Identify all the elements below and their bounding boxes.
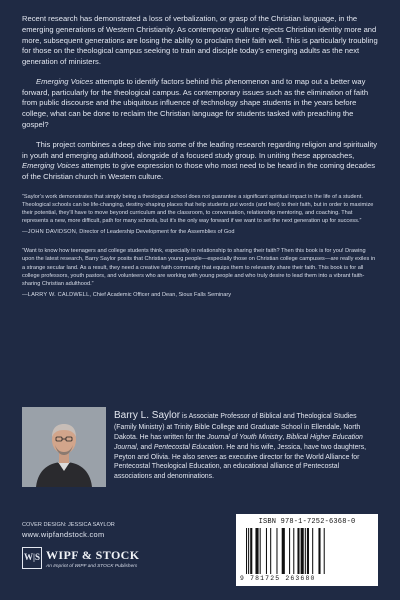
book-description [22,14,378,183]
author-photo [22,407,106,487]
book-title-italic: Emerging Voices [36,76,94,86]
publisher-name: WIPF & STOCK [46,548,140,562]
isbn-digits: 9 781725 263680 [240,575,316,582]
publisher-mark-icon: W|S [22,547,42,569]
isbn-barcode [236,514,378,586]
endorser-role: Chief Academic Officer and Dean, Sioux Falls Seminary [91,291,231,298]
publisher-website: www.wipfandstock.com [22,530,105,539]
journal-title: Journal of Youth Ministry [207,433,283,441]
publisher-logo [22,545,192,577]
book-title-italic: Emerging Voices [22,161,80,171]
endorsement-attribution [22,229,378,235]
description-text: This project combines a deep dive into some of the leading research regarding religion and spirituality in youth and emerging adulthood, alongside of a focused study group. In uniting these approaches, [22,139,378,160]
cover-credit: COVER DESIGN: JESSICA SAYLOR [22,522,115,528]
endorsement-attribution [22,292,378,298]
bio-text: is Associate Professor of Biblical and Theological Studies (Family Ministry) at Trinity Bible College and Graduate School in Ellendale, North Dakota. He has written for the [114,413,361,441]
barcode-icon [244,528,370,574]
bio-text: , and [136,443,154,451]
isbn-label: ISBN 978-1-7252-6368-0 [258,518,356,526]
journal-title: Biblical Higher Education Journal [114,433,363,451]
description-text: Recent research has demonstrated a loss of verbalization, or grasp of the Christian language, in the emerging generations of Western Christianity. As contemporary culture rejects Christian identity more and more, subsequent generations are losing the ability to proclaim their faith well. This is particularly troubling for those on the theological campus seeking to train and disciple today’s emerging adults as the next generation of ministers. [22,14,378,67]
endorsement-1 [22,193,378,235]
endorser-name: —JOHN DAVIDSON, [22,229,78,236]
description-paragraph-2 [22,77,378,131]
publisher-tagline: An Imprint of WIPF and STOCK Publishers [46,564,138,569]
description-text: attempts to identify factors behind this phenomenon and to map out a better way forward, particularly for the theological campus. As contemporary issues such as the elimination of faith from public discourse and the ubiquitous influence of technology shape students in the years before college, what can be done to reclaim the Christian language for students tasked with preaching the gospel? [22,76,369,130]
author-name: Barry L. Saylor [114,410,181,421]
endorser-name: —LARRY W. CALDWELL, [22,291,92,298]
author-bio [114,409,378,482]
endorsement-2 [22,247,378,298]
journal-title: Pentecostal Education [153,443,223,451]
description-text: attempts to give expression to those who most need to be heard in the coming decades of the Christian church in Western culture. [22,161,376,182]
endorsements [22,193,378,298]
endorsement-quote: “Want to know how teenagers and college students think, especially in relationship to sharing their faith? Then this book is for you! Drawing upon the latest research, Barry Saylor posits that Christian young people—especially those on Christian college campuses—are really exiles in a strange secular land. As a result, they need a creative faith community that equips them to relevantly share their faith. This book is for all college professors, youth pastors, and volunteers who are working with young people and who truly desire to lead them into a vibrant faith-sharing Christian adulthood.” [22,248,376,287]
description-paragraph-3 [22,140,378,183]
author-portrait-icon [22,407,106,487]
endorsement-quote: “Saylor’s work demonstrates that simply being a theological school does not guarantee a significant spiritual impact in the life of a student. Theological schools can be life-changing, destiny-shaping places that help students put words (and feet) to their faith, but in order to maximize their potential, they’ll have to move beyond curriculum and the classroom, to conversation, relationship mentoring, and coaching. That represents a new, more difficult, path for many schools, but it’s the only way forward if we want to set the next generation up for success.” [22,193,374,225]
description-paragraph-1 [22,14,378,68]
bio-text: . He and his wife, Jessica, have two daughters, Peyton and Olivia. He also serves as executive director for the World Alliance for Pentecostal Theological Education, an educational alliance of Pentecostal associations and denominations. [114,443,367,481]
bio-text: , [282,433,287,441]
endorser-role: Director of Leadership Development for the Assemblies of God [77,229,235,236]
